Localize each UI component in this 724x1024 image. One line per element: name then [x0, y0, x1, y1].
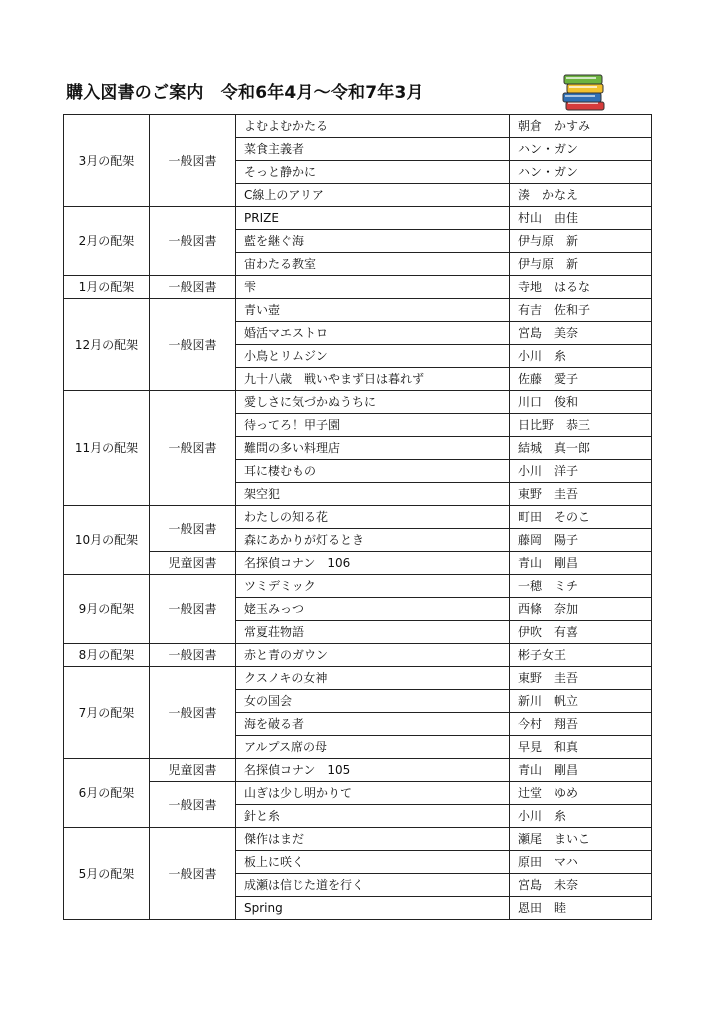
category-cell: 一般図書	[150, 667, 236, 759]
book-title-cell: 愛しさに気づかぬうちに	[236, 391, 510, 414]
table-row	[64, 552, 652, 575]
author-cell: 一穂 ミチ	[510, 575, 652, 598]
book-title-cell: PRIZE	[236, 207, 510, 230]
author-cell: 伊与原 新	[510, 253, 652, 276]
author-cell: ハン・ガン	[510, 161, 652, 184]
book-title-cell: 青い壺	[236, 299, 510, 322]
author-cell: 宮島 美奈	[510, 322, 652, 345]
book-title-cell: 名探偵コナン 106	[236, 552, 510, 575]
table-row	[64, 299, 652, 322]
category-cell: 一般図書	[150, 782, 236, 828]
author-cell: 伊与原 新	[510, 230, 652, 253]
book-title-cell: 森にあかりが灯るとき	[236, 529, 510, 552]
book-list-table	[63, 114, 652, 920]
book-title-cell: 傑作はまだ	[236, 828, 510, 851]
author-cell: 村山 由佳	[510, 207, 652, 230]
category-cell: 児童図書	[150, 552, 236, 575]
author-cell: 辻堂 ゆめ	[510, 782, 652, 805]
book-title-cell: ツミデミック	[236, 575, 510, 598]
month-cell: 6月の配架	[64, 759, 150, 828]
author-cell: 湊 かなえ	[510, 184, 652, 207]
author-cell: 日比野 恭三	[510, 414, 652, 437]
author-cell: 西條 奈加	[510, 598, 652, 621]
category-cell: 一般図書	[150, 299, 236, 391]
author-cell: 町田 そのこ	[510, 506, 652, 529]
author-cell: 川口 俊和	[510, 391, 652, 414]
book-title-cell: クスノキの女神	[236, 667, 510, 690]
month-cell: 3月の配架	[64, 115, 150, 207]
book-title-cell: 常夏荘物語	[236, 621, 510, 644]
category-cell: 一般図書	[150, 115, 236, 207]
category-cell: 一般図書	[150, 276, 236, 299]
category-cell: 一般図書	[150, 391, 236, 506]
month-cell: 1月の配架	[64, 276, 150, 299]
month-cell: 2月の配架	[64, 207, 150, 276]
book-title-cell: 藍を継ぐ海	[236, 230, 510, 253]
author-cell: 小川 洋子	[510, 460, 652, 483]
book-title-cell: わたしの知る花	[236, 506, 510, 529]
book-title-cell: Spring	[236, 897, 510, 920]
book-title-cell: 海を破る者	[236, 713, 510, 736]
author-cell: 東野 圭吾	[510, 667, 652, 690]
category-cell: 一般図書	[150, 644, 236, 667]
author-cell: 瀬尾 まいこ	[510, 828, 652, 851]
book-title-cell: 姥玉みっつ	[236, 598, 510, 621]
author-cell: 新川 帆立	[510, 690, 652, 713]
book-title-cell: 針と糸	[236, 805, 510, 828]
author-cell: 伊吹 有喜	[510, 621, 652, 644]
book-title-cell: 菜食主義者	[236, 138, 510, 161]
month-cell: 8月の配架	[64, 644, 150, 667]
author-cell: 青山 剛昌	[510, 552, 652, 575]
month-cell: 7月の配架	[64, 667, 150, 759]
book-title-cell: よむよむかたる	[236, 115, 510, 138]
table-row	[64, 207, 652, 230]
author-cell: 朝倉 かすみ	[510, 115, 652, 138]
category-cell: 一般図書	[150, 575, 236, 644]
month-cell: 9月の配架	[64, 575, 150, 644]
book-title-cell: 雫	[236, 276, 510, 299]
category-cell: 一般図書	[150, 207, 236, 276]
book-title-cell: 成瀬は信じた道を行く	[236, 874, 510, 897]
author-cell: 藤岡 陽子	[510, 529, 652, 552]
author-cell: ハン・ガン	[510, 138, 652, 161]
book-title-cell: 難問の多い料理店	[236, 437, 510, 460]
author-cell: 宮島 未奈	[510, 874, 652, 897]
book-title-cell: 宙わたる教室	[236, 253, 510, 276]
book-title-cell: 小鳥とリムジン	[236, 345, 510, 368]
book-title-cell: 待ってろ！甲子園	[236, 414, 510, 437]
table-row	[64, 506, 652, 529]
page-title: 購入図書のご案内 令和6年4月～令和7年3月	[66, 83, 424, 103]
table-row	[64, 782, 652, 805]
book-title-cell: 女の国会	[236, 690, 510, 713]
author-cell: 東野 圭吾	[510, 483, 652, 506]
author-cell: 佐藤 愛子	[510, 368, 652, 391]
author-cell: 寺地 はるな	[510, 276, 652, 299]
table-row	[64, 391, 652, 414]
table-row	[64, 276, 652, 299]
author-cell: 有吉 佐和子	[510, 299, 652, 322]
author-cell: 早見 和真	[510, 736, 652, 759]
month-cell: 11月の配架	[64, 391, 150, 506]
table-row	[64, 828, 652, 851]
book-title-cell: 九十八歳 戦いやまず日は暮れず	[236, 368, 510, 391]
month-cell: 12月の配架	[64, 299, 150, 391]
category-cell: 児童図書	[150, 759, 236, 782]
author-cell: 恩田 睦	[510, 897, 652, 920]
table-row	[64, 667, 652, 690]
author-cell: 小川 糸	[510, 345, 652, 368]
category-cell: 一般図書	[150, 828, 236, 920]
table-row	[64, 115, 652, 138]
book-title-cell: 婚活マエストロ	[236, 322, 510, 345]
book-title-cell: そっと静かに	[236, 161, 510, 184]
book-title-cell: 山ぎは少し明かりて	[236, 782, 510, 805]
book-title-cell: 名探偵コナン 105	[236, 759, 510, 782]
category-cell: 一般図書	[150, 506, 236, 552]
book-title-cell: 架空犯	[236, 483, 510, 506]
books-icon	[560, 72, 608, 112]
book-title-cell: C線上のアリア	[236, 184, 510, 207]
author-cell: 原田 マハ	[510, 851, 652, 874]
table-row	[64, 575, 652, 598]
book-title-cell: 板上に咲く	[236, 851, 510, 874]
author-cell: 今村 翔吾	[510, 713, 652, 736]
book-title-cell: 赤と青のガウン	[236, 644, 510, 667]
book-title-cell: 耳に棲むもの	[236, 460, 510, 483]
table-row	[64, 759, 652, 782]
table-row	[64, 644, 652, 667]
month-cell: 10月の配架	[64, 506, 150, 575]
author-cell: 結城 真一郎	[510, 437, 652, 460]
author-cell: 青山 剛昌	[510, 759, 652, 782]
author-cell: 彬子女王	[510, 644, 652, 667]
author-cell: 小川 糸	[510, 805, 652, 828]
month-cell: 5月の配架	[64, 828, 150, 920]
book-title-cell: アルプス席の母	[236, 736, 510, 759]
